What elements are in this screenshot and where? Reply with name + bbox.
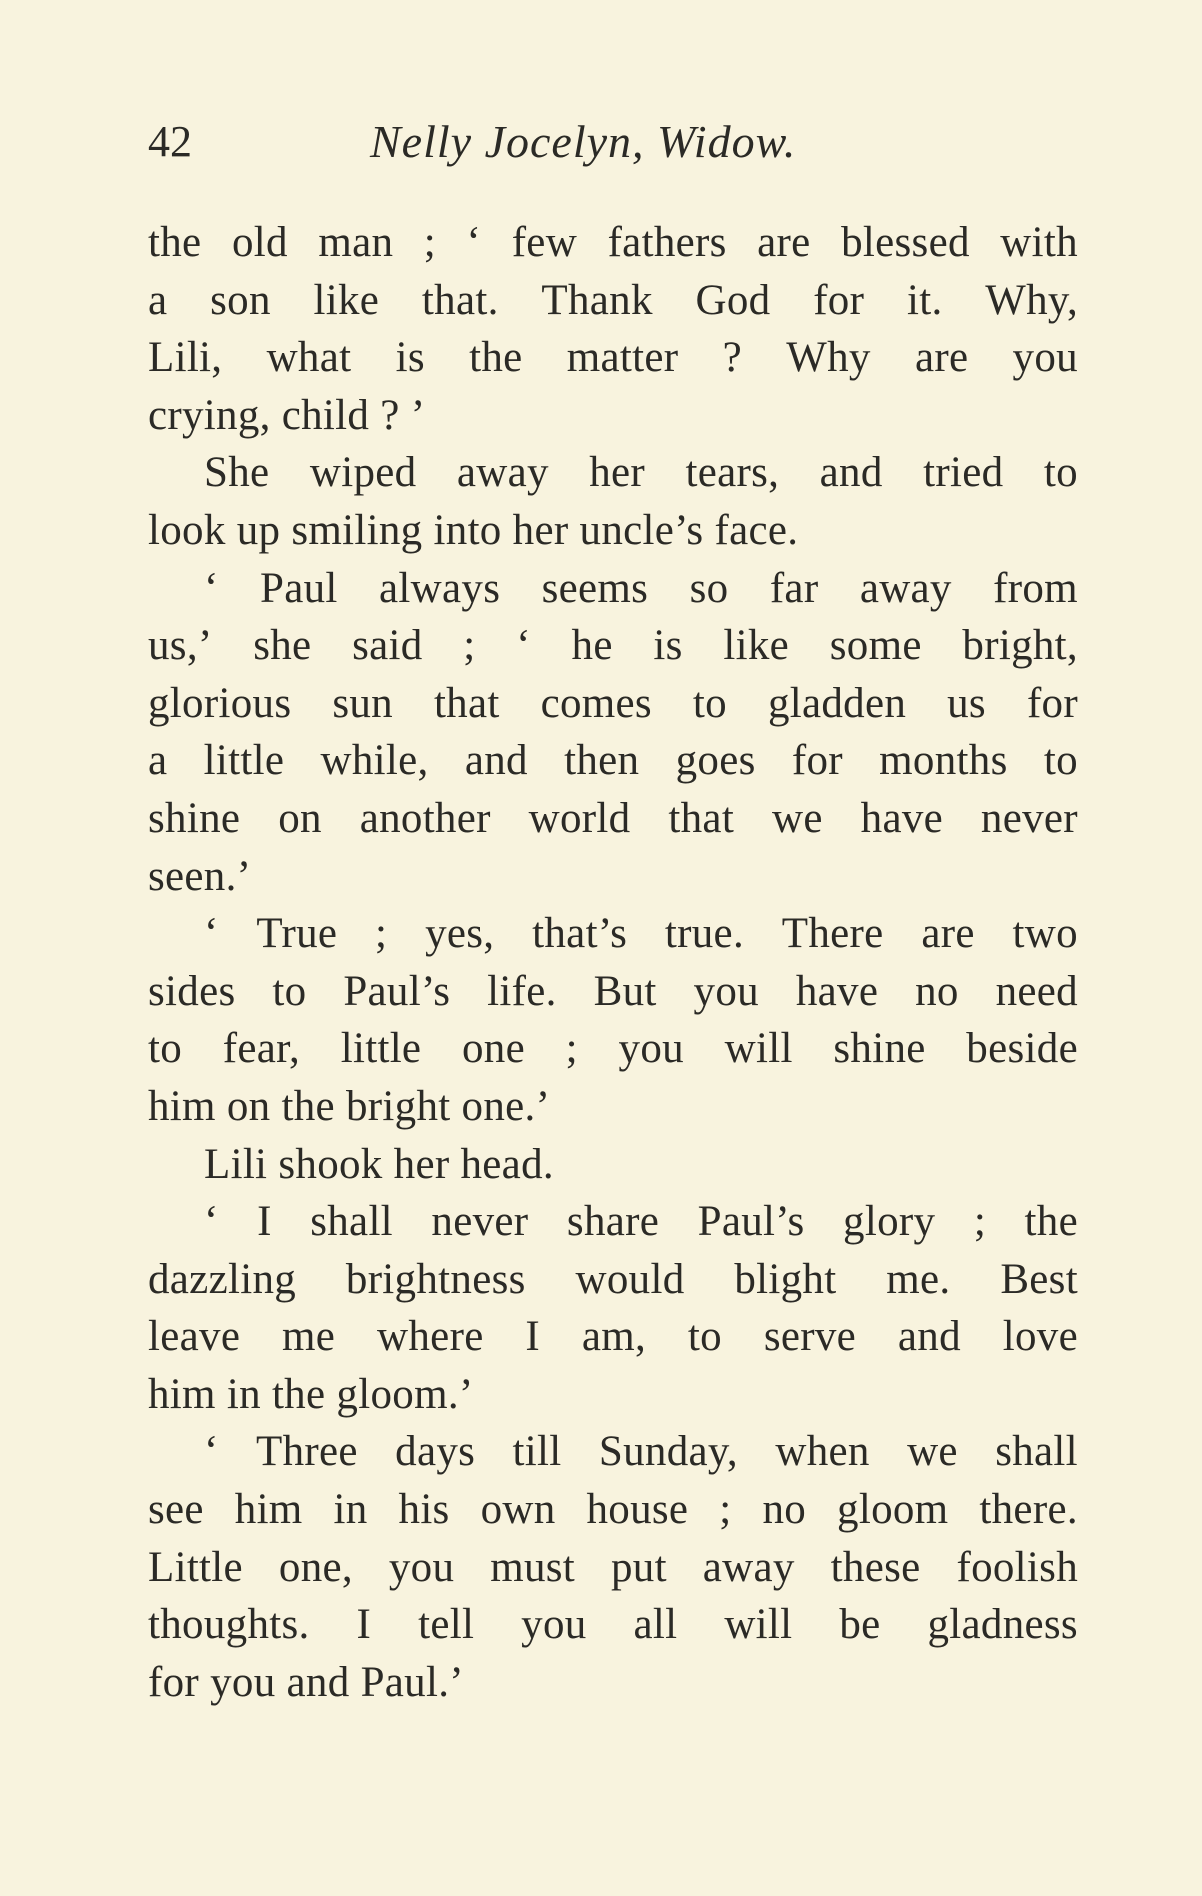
text-line: to fear, little one ; you will shine beside bbox=[148, 1025, 1078, 1073]
text-line: Little one, you must put away these foolish bbox=[148, 1543, 1078, 1591]
text-line: ‘ I shall never share Paul’s glory ; the bbox=[204, 1198, 1078, 1246]
text-line: sides to Paul’s life. But you have no need bbox=[148, 967, 1078, 1015]
text-line: glorious sun that comes to gladden us for bbox=[148, 679, 1078, 727]
body-text bbox=[148, 214, 1078, 1711]
text-line: ‘ Three days till Sunday, when we shall bbox=[204, 1428, 1078, 1476]
text-line: the old man ; ‘ few fathers are blessed with bbox=[148, 219, 1078, 266]
text-line: ‘ True ; yes, that’s true. There are two bbox=[204, 910, 1078, 958]
text-line: him on the bright one.’ bbox=[148, 1082, 551, 1130]
page-number: 42 bbox=[148, 117, 192, 166]
text-line: shine on another world that we have never bbox=[148, 794, 1078, 842]
text-line: Lili, what is the matter ? Why are you bbox=[148, 334, 1078, 382]
text-line: see him in his own house ; no gloom there. bbox=[148, 1486, 1078, 1534]
text-line: thoughts. I tell you all will be gladness bbox=[148, 1601, 1078, 1649]
text-line: dazzling brightness would blight me. Best bbox=[148, 1255, 1078, 1303]
text-line: leave me where I am, to serve and love bbox=[148, 1313, 1078, 1361]
text-line: a son like that. Thank God for it. Why, bbox=[148, 276, 1078, 324]
running-title: Nelly Jocelyn, Widow. bbox=[370, 116, 797, 167]
running-head bbox=[148, 112, 1078, 172]
text-line: look up smiling into her uncle’s face. bbox=[148, 506, 799, 554]
text-line: him in the gloom.’ bbox=[148, 1370, 474, 1418]
text-line: She wiped away her tears, and tried to bbox=[204, 449, 1078, 497]
text-line: crying, child ? ’ bbox=[148, 391, 426, 439]
text-line: for you and Paul.’ bbox=[148, 1658, 464, 1706]
text-line: a little while, and then goes for months to bbox=[148, 737, 1078, 785]
text-line: seen.’ bbox=[148, 852, 252, 900]
text-line: ‘ Paul always seems so far away from bbox=[204, 564, 1078, 612]
text-line: us,’ she said ; ‘ he is like some bright, bbox=[148, 622, 1078, 670]
text-line: Lili shook her head. bbox=[204, 1140, 554, 1188]
